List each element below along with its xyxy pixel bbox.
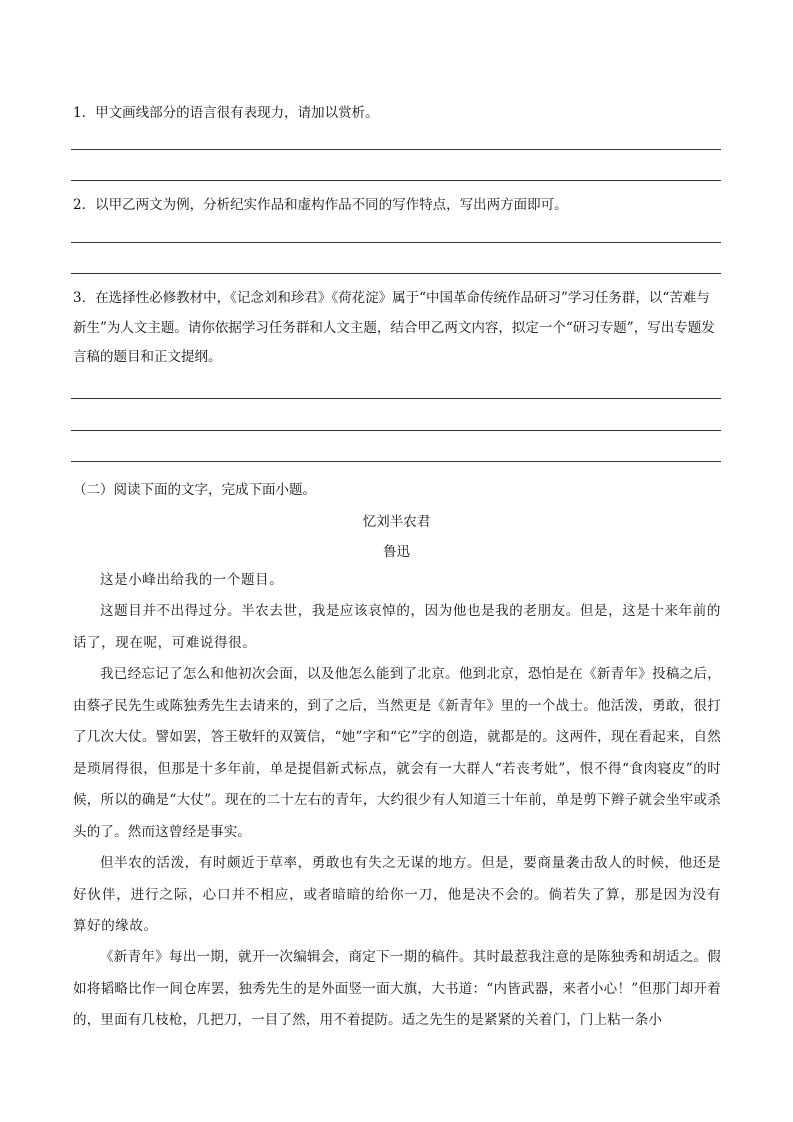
article-paragraph: 《新青年》每出一期，就开一次编辑会，商定下一期的稿件。其时最惹我注意的是陈独秀和胡适之。假如将韬略比作一间仓库罢，独秀先生的是外面竖一面大旗，大书道：“内皆武器，来者小心！”但那门却开着的，里面有几枝枪，几把刀，一目了然，用不着提防。适之先生的是紧紧的关着门，门上粘一条小 [73,949,721,1028]
answer-line[interactable] [71,149,721,150]
answer-line[interactable] [71,430,721,431]
question-2-text: 以甲乙两文为例，分析纪实作品和虚构作品不同的写作特点，写出两方面即可。 [95,197,568,213]
question-3-number: 3． [73,290,96,306]
answer-line[interactable] [71,273,721,274]
article-paragraph: 我已经忘记了怎么和他初次会面，以及他怎么能到了北京。他到北京，恐怕是在《新青年》投稿之后，由蔡孑民先生或陈独秀先生去请来的，到了之后，当然更是《新青年》里的一个战士。他活泼，勇敢，很打了几次大仗。譬如罢，答王敬轩的双簧信，“她”字和“它”字的创造，就都是的。这两件，现在看起来，自然是琐屑得很，但那是十多年前，单是提倡新式标点，就会有一大群人“若丧考妣”，恨不得“食肉寝皮”的时候，所以的确是“大仗”。现在的二十左右的青年，大约很少有人知道三十年前，单是剪下辫子就会坐牢或杀头的了。然而这曾经是事实。 [73,666,721,840]
question-3-text: 在选择性必修教材中，《记念刘和珍君》《荷花淀》属于“中国革命传统作品研习”学习任务群，以“苦难与新生”为人文主题。请你依据学习任务群和人文主题，结合甲乙两文内容，拟定一个“研习专题”，写出专题发言稿的题目和正文提纲。 [73,290,715,365]
question-1-text: 甲文画线部分的语言很有表现力，请加以赏析。 [95,105,379,121]
question-1 [73,98,723,128]
article-paragraph: 这题目并不出得过分。半农去世，我是应该哀悼的，因为他也是我的老朋友。但是，这是十来年前的话了，现在呢，可难说得很。 [73,603,721,651]
answer-line[interactable] [71,180,721,181]
answer-line[interactable] [71,242,721,243]
question-2-number: 2． [73,197,96,213]
answer-line[interactable] [71,461,721,462]
answer-line[interactable] [71,398,721,399]
section-heading: （二）阅读下面的文字，完成下面小题。 [73,482,316,498]
question-3 [73,284,723,373]
article-author: 鲁迅 [383,544,410,560]
article-title: 忆刘半农君 [362,514,431,530]
question-1-number: 1． [73,105,96,121]
question-2 [73,190,723,220]
article-paragraph: 这是小峰出给我的一个题目。 [100,572,284,588]
article-paragraph: 但半农的活泼，有时颇近于草率，勇敢也有失之无谋的地方。但是，要商量袭击敌人的时候，他还是好伙伴，进行之际，心口并不相应，或者暗暗的给你一刀，他是决不会的。倘若失了算，那是因为没有算好的缘故。 [73,855,721,934]
